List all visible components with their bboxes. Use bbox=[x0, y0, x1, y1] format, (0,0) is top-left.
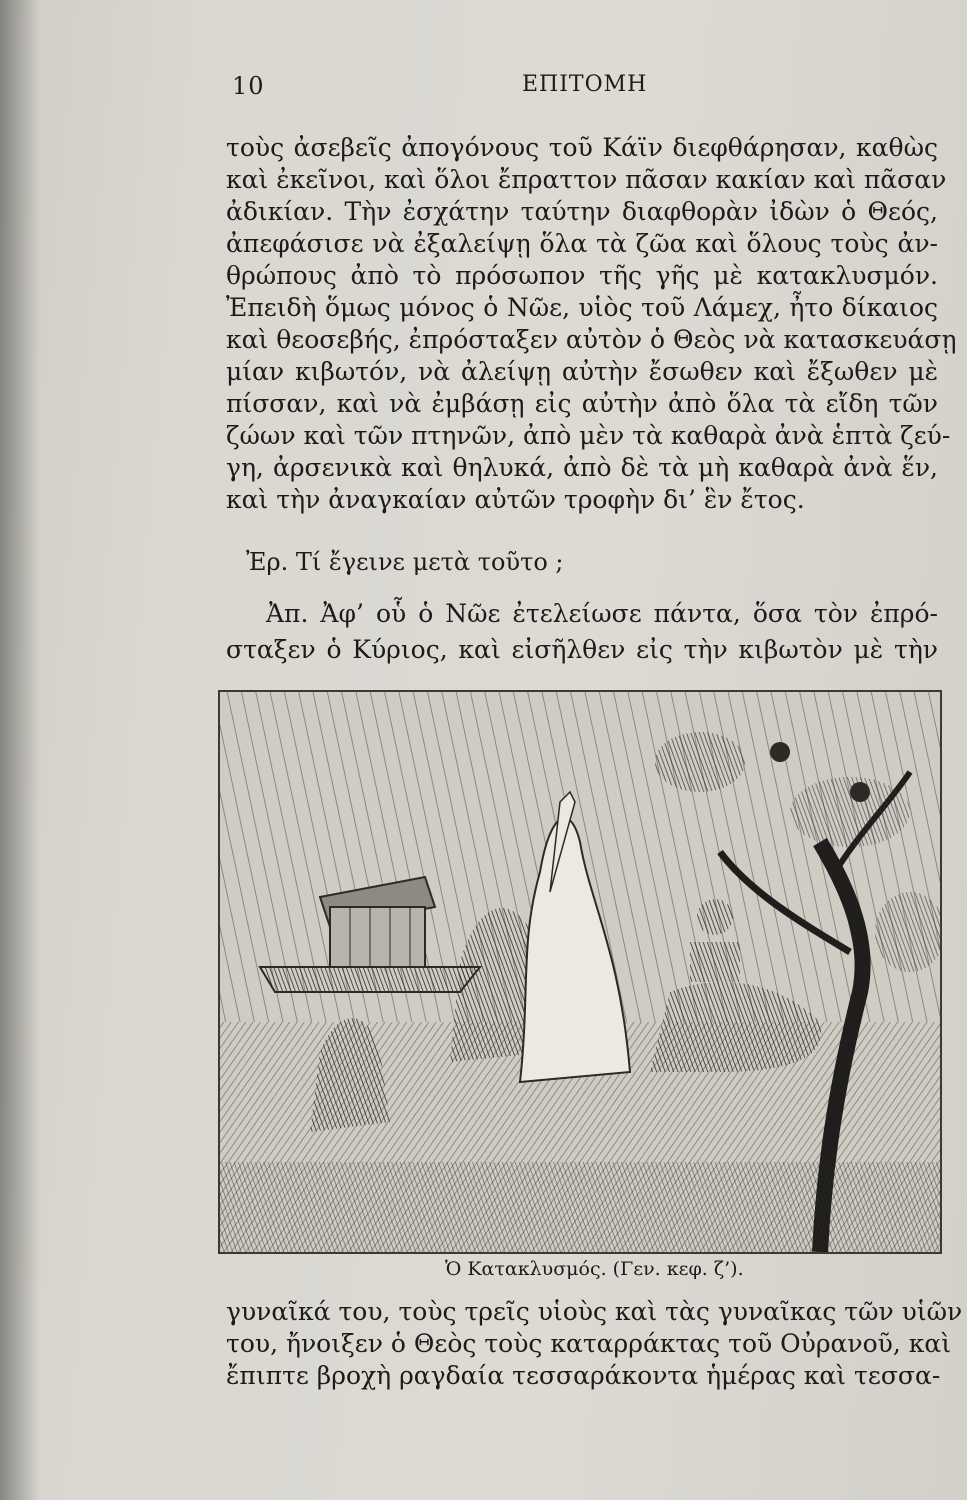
figure-caption: Ὁ Κατακλυσμός. (Γεν. κεφ. ζ’). bbox=[445, 1258, 744, 1280]
engraving-illustration bbox=[220, 692, 940, 1252]
binding-shadow bbox=[0, 0, 40, 1500]
answer-paragraph bbox=[226, 596, 938, 668]
text-line: του, ἤνοιξεν ὁ Θεὸς τοὺς καταρράκτας τοῦ Οὐρανοῦ, καὶ bbox=[226, 1329, 952, 1358]
text-line: γη, ἀρσενικὰ καὶ θηλυκά, ἀπὸ δὲ τὰ μὴ καθαρὰ ἀνὰ ἕν, bbox=[226, 453, 938, 482]
page-number: 10 bbox=[232, 72, 265, 100]
text-line: ἔπιπτε βροχὴ ραγδαία τεσσαράκοντα ἡμέρας καὶ τεσσα- bbox=[226, 1361, 941, 1390]
text-line: καὶ θεοσεβής, ἐπρόσταξεν αὐτὸν ὁ Θεὸς νὰ κατασκευάσῃ bbox=[226, 325, 957, 354]
text-line: ἀπεφάσισε νὰ ἐξαλείψῃ ὅλα τὰ ζῶα καὶ ὅλους τοὺς ἀν- bbox=[226, 229, 938, 258]
paragraph-1 bbox=[226, 132, 957, 516]
text-line: γυναῖκά του, τοὺς τρεῖς υἱοὺς καὶ τὰς γυναῖκας τῶν υἱῶν bbox=[226, 1297, 963, 1326]
text-line: Ἐπειδὴ ὅμως μόνος ὁ Νῶε, υἱὸς τοῦ Λάμεχ, ἦτο δίκαιος bbox=[226, 293, 938, 322]
text-line: ἀδικίαν. Τὴν ἐσχάτην ταύτην διαφθορὰν ἰδὼν ὁ Θεός, bbox=[226, 197, 938, 226]
text-line: τοὺς ἀσεβεῖς ἀπογόνους τοῦ Κάϊν διεφθάρησαν, καθὼς bbox=[226, 133, 938, 162]
text-line: Ἀπ. Ἀφ’ οὗ ὁ Νῶε ἐτελείωσε πάντα, ὅσα τὸν ἐπρό- bbox=[266, 599, 938, 628]
text-line: ζώων καὶ τῶν πτηνῶν, ἀπὸ μὲν τὰ καθαρὰ ἀνὰ ἑπτὰ ζεύ- bbox=[226, 421, 951, 450]
paragraph-2 bbox=[226, 1296, 963, 1392]
text-line: καὶ τὴν ἀναγκαίαν αὐτῶν τροφὴν δι’ ἓν ἔτος. bbox=[226, 485, 805, 514]
text-line: θρώπους ἀπὸ τὸ πρόσωπον τῆς γῆς μὲ κατακλυσμόν. bbox=[226, 261, 938, 290]
page-header bbox=[232, 72, 922, 112]
running-title: ΕΠΙΤΟΜΗ bbox=[522, 72, 648, 97]
text-line: πίσσαν, καὶ νὰ ἐμβάσῃ εἰς αὐτὴν ἀπὸ ὅλα τὰ εἴδη τῶν bbox=[226, 389, 938, 418]
text-line: μίαν κιβωτόν, νὰ ἀλείψῃ αὐτὴν ἔσωθεν καὶ ἔξωθεν μὲ bbox=[226, 357, 938, 386]
flood-engraving bbox=[218, 690, 942, 1254]
question-line: Ἐρ. Τί ἔγεινε μετὰ τοῦτο ; bbox=[246, 548, 564, 576]
text-line: καὶ ἐκεῖνοι, καὶ ὅλοι ἔπραττον πᾶσαν κακίαν καὶ πᾶσαν bbox=[226, 165, 947, 194]
text-line: σταξεν ὁ Κύριος, καὶ εἰσῆλθεν εἰς τὴν κιβωτὸν μὲ τὴν bbox=[226, 635, 938, 664]
